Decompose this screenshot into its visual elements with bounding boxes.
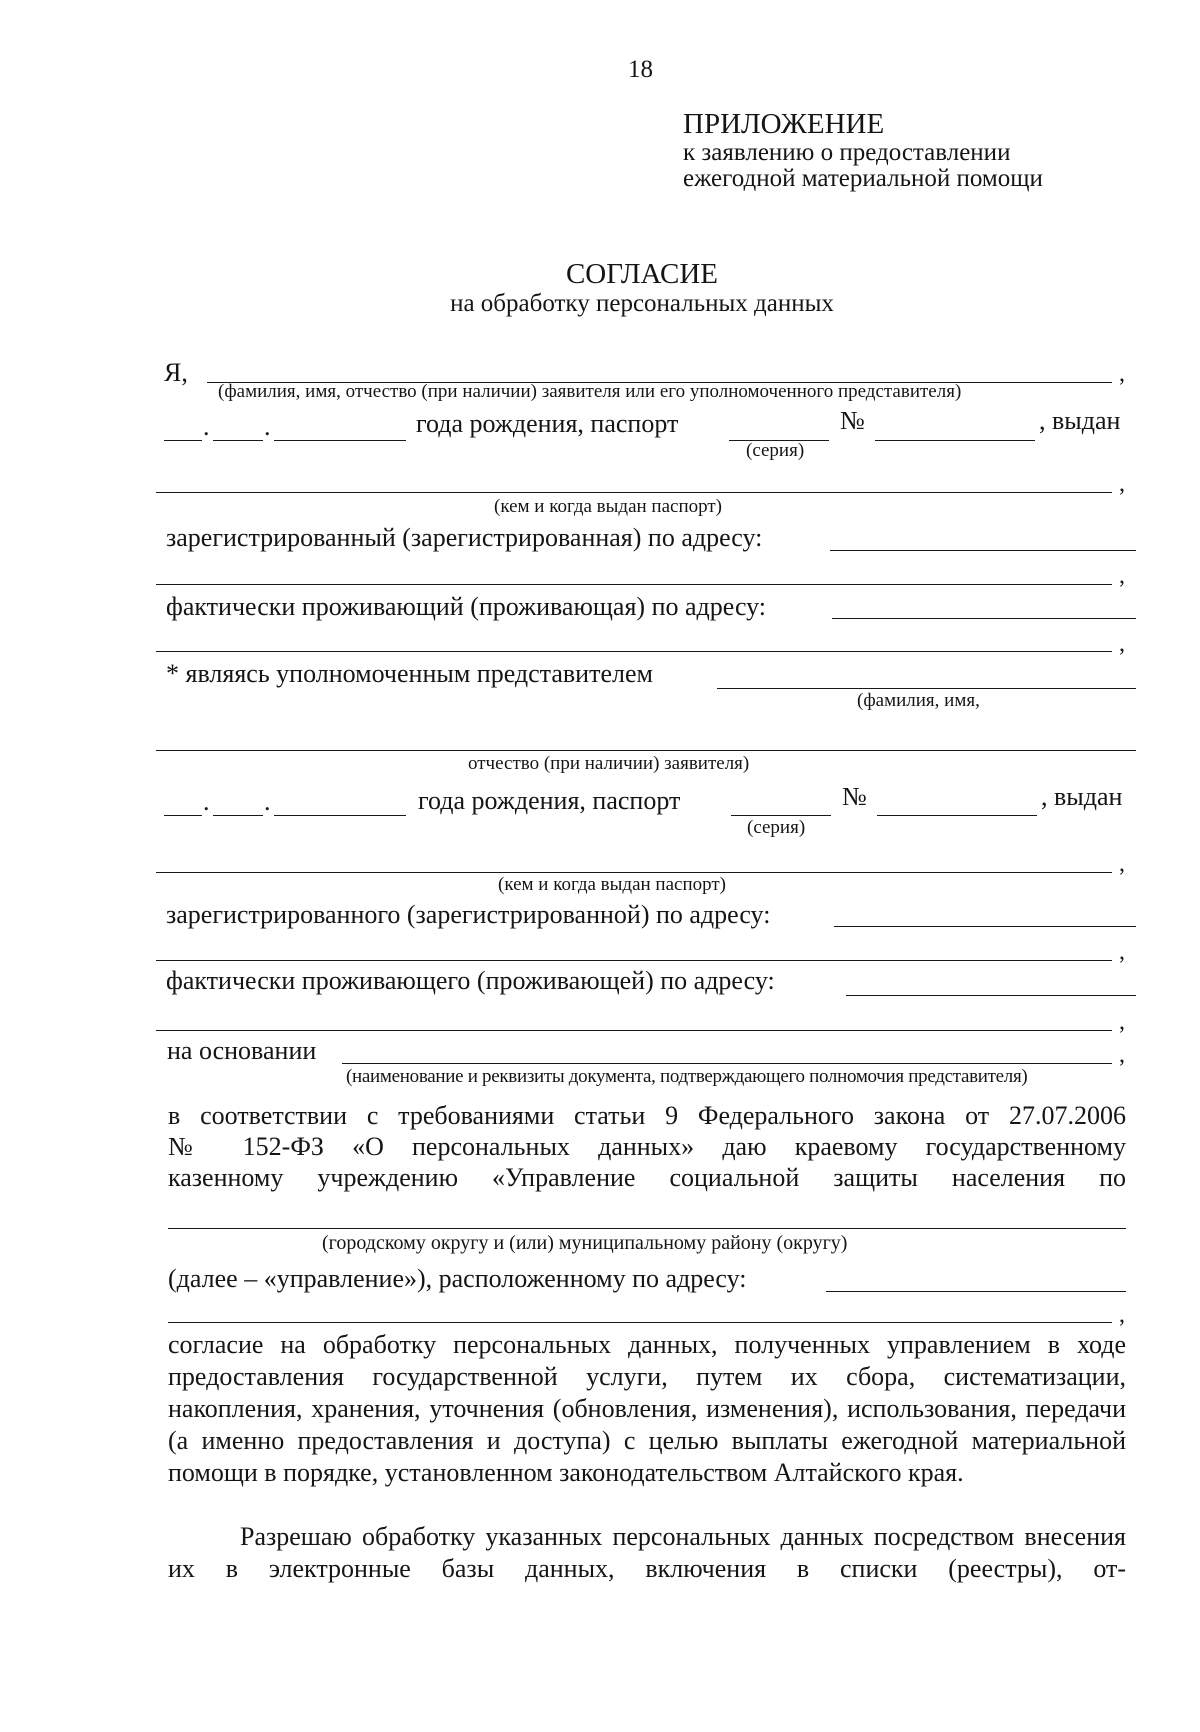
number-sign: №	[840, 406, 865, 435]
comma: ,	[1119, 563, 1125, 589]
passport-issued-by-field[interactable]	[156, 872, 1112, 873]
permission-paragraph: Разрешаю обработку указанных персональных данных посредством внесения их в электронные базы данных, включения в списки (реестры), от-	[168, 1522, 1126, 1583]
caption-series: (серия)	[746, 440, 805, 461]
label-actual-address: фактически проживающего (проживающей) по адресу:	[166, 966, 775, 995]
birth-year-field[interactable]	[274, 815, 406, 816]
birth-month-field[interactable]	[213, 440, 263, 441]
registered-address-field[interactable]	[834, 926, 1136, 927]
caption-rep-name: (фамилия, имя,	[857, 690, 980, 711]
registered-address-field-continued[interactable]	[156, 584, 1112, 585]
date-separator: .	[264, 412, 271, 441]
appendix-block	[683, 108, 1043, 192]
represented-person-name-field[interactable]	[717, 688, 1136, 689]
caption-fio-applicant: (фамилия, имя, отчество (при наличии) заявителя или его уполномоченного представителя)	[218, 381, 962, 402]
label-actual-address: фактически проживающий (проживающая) по адресу:	[166, 592, 767, 621]
number-sign: №	[842, 782, 867, 811]
label-vydan: , выдан	[1039, 406, 1121, 435]
represented-person-name-field-continued[interactable]	[156, 750, 1136, 751]
actual-address-field-continued[interactable]	[156, 1030, 1112, 1031]
passport-number-field[interactable]	[877, 815, 1037, 816]
registered-address-field-continued[interactable]	[156, 960, 1112, 961]
caption-issued-by: (кем и когда выдан паспорт)	[494, 496, 723, 517]
law-line-2: № 152-ФЗ «О персональных данных» даю краевому государственному	[168, 1132, 1126, 1161]
comma: ,	[1119, 1302, 1125, 1328]
district-name-field[interactable]	[168, 1228, 1126, 1229]
date-separator: .	[203, 787, 210, 816]
comma: ,	[1119, 471, 1125, 497]
label-hereinafter-address: (далее – «управление»), расположенному по адресу:	[168, 1264, 747, 1293]
document-subtitle: на обработку персональных данных	[450, 290, 834, 317]
actual-address-field[interactable]	[832, 618, 1136, 619]
caption-issued-by: (кем и когда выдан паспорт)	[498, 874, 727, 895]
label-registered-address: зарегистрированный (зарегистрированная) по адресу:	[166, 523, 763, 552]
caption-series: (серия)	[747, 817, 806, 838]
consent-paragraph: согласие на обработку персональных данных, полученных управлением в ходе предоставления государственной услуги, путем их сбора, систематизации, накопления, хранения, уточнения (обновления, изменения), использования, передачи (а именно предоставления и доступа) с целью выплаты ежегодной материальной помощи в порядке, установленном законодательством Алтайского края.	[168, 1330, 1126, 1487]
comma: ,	[1119, 851, 1125, 877]
caption-district: (городскому округу и (или) муниципальному району (округу)	[322, 1232, 848, 1254]
birth-day-field[interactable]	[164, 815, 202, 816]
label-representative: * являясь уполномоченным представителем	[166, 659, 653, 688]
management-address-field[interactable]	[826, 1291, 1126, 1292]
actual-address-field[interactable]	[846, 995, 1136, 996]
actual-address-field-continued[interactable]	[156, 651, 1112, 652]
passport-number-field[interactable]	[875, 440, 1035, 441]
comma: ,	[1119, 1042, 1125, 1068]
birth-year-field[interactable]	[274, 440, 406, 441]
basis-document-field[interactable]	[342, 1063, 1112, 1064]
birth-month-field[interactable]	[213, 815, 263, 816]
label-birth-passport: года рождения, паспорт	[418, 786, 681, 815]
comma: ,	[1119, 631, 1125, 657]
law-paragraph	[168, 1100, 1126, 1193]
appendix-line-1: к заявлению о предоставлении	[683, 139, 1011, 166]
management-address-field-continued[interactable]	[168, 1322, 1112, 1323]
label-registered-address: зарегистрированного (зарегистрированной) по адресу:	[166, 900, 771, 929]
label-basis: на основании	[167, 1036, 317, 1065]
document-heading	[0, 258, 1200, 318]
appendix-line-2: ежегодной материальной помощи	[683, 165, 1043, 192]
appendix-title: ПРИЛОЖЕНИЕ	[683, 108, 885, 140]
document-title: СОГЛАСИЕ	[565, 258, 719, 290]
label-ya: Я,	[164, 358, 188, 387]
comma: ,	[1119, 361, 1125, 387]
caption-basis: (наименование и реквизиты документа, подтверждающего полномочия представителя)	[346, 1066, 1028, 1087]
comma: ,	[1119, 939, 1125, 965]
label-birth-passport: года рождения, паспорт	[416, 409, 679, 438]
label-vydan: , выдан	[1041, 782, 1123, 811]
date-separator: .	[203, 412, 210, 441]
registered-address-field[interactable]	[830, 550, 1136, 551]
law-line-1: в соответствии с требованиями статьи 9 Федерального закона от 27.07.2006	[168, 1101, 1126, 1130]
comma: ,	[1119, 1009, 1125, 1035]
passport-issued-by-field[interactable]	[156, 492, 1112, 493]
law-line-3: казенному учреждению «Управление социальной защиты населения по	[168, 1163, 1126, 1192]
birth-day-field[interactable]	[164, 440, 202, 441]
caption-rep-patronymic: отчество (при наличии) заявителя)	[468, 753, 750, 774]
date-separator: .	[264, 787, 271, 816]
page-number: 18	[628, 56, 653, 83]
passport-series-field[interactable]	[731, 815, 831, 816]
